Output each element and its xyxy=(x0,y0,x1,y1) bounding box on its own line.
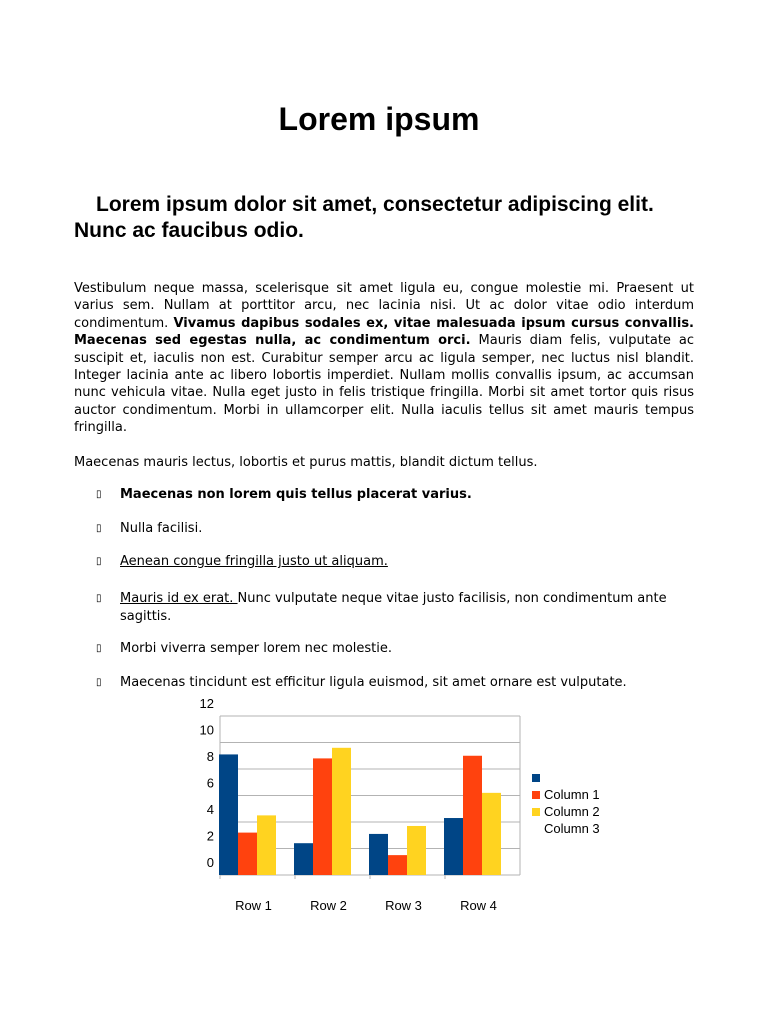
x-tick-label: Row 4 xyxy=(460,898,497,913)
y-tick-label: 0 xyxy=(206,855,214,870)
bullet-icon: ▯ xyxy=(96,489,102,500)
bullet-icon: ▯ xyxy=(96,523,102,534)
bar xyxy=(294,843,313,875)
bullet-icon: ▯ xyxy=(96,643,102,654)
bar xyxy=(219,754,238,875)
list-item-text: Morbi viverra semper lorem nec molestie. xyxy=(120,641,393,656)
legend-swatch xyxy=(532,808,540,816)
bar xyxy=(257,815,276,875)
y-tick-label: 6 xyxy=(206,775,214,791)
x-tick-label: Row 3 xyxy=(385,898,422,913)
list-item-text: Nulla facilisi. xyxy=(120,521,203,536)
legend-label: Column 1 xyxy=(544,787,600,802)
paragraph-1 xyxy=(74,280,694,437)
x-tick-label: Row 2 xyxy=(310,898,347,913)
bar xyxy=(313,758,332,875)
bar-chart-svg xyxy=(190,696,620,918)
bar xyxy=(407,826,426,875)
y-tick-label: 10 xyxy=(199,722,214,738)
paragraph-1-bold-text: Vivamus dapibus sodales ex, vitae malesuada ipsum cursus convallis. Maecenas sed egestas nulla, ac condimentum orci. xyxy=(74,315,694,349)
bar xyxy=(463,756,482,875)
bullet-icon: ▯ xyxy=(96,677,102,688)
legend-label: Column 2 xyxy=(544,804,600,819)
document-title: Lorem ipsum xyxy=(278,101,480,137)
list-item-text: Nunc vulputate neque vitae justo facilisis, non condimentum ante sagittis. xyxy=(120,591,667,624)
paragraph-1-text-a: Vestibulum neque massa, scelerisque sit amet ligula eu, congue molestie mi. Praesent ut varius sem. Nullam at porttitor arcu, nec lacinia nisi. Ut ac dolor vitae odio interdum condimentum. xyxy=(74,281,694,331)
list-item-text: Maecenas tincidunt est efficitur ligula euismod, sit amet ornare est vulputate. xyxy=(120,675,627,690)
y-tick-label: 4 xyxy=(206,802,214,817)
bullet-icon: ▯ xyxy=(96,556,102,567)
y-tick-label: 12 xyxy=(199,696,214,711)
bar xyxy=(369,834,388,875)
bar xyxy=(332,748,351,875)
bar-chart xyxy=(190,696,620,918)
list-item-link[interactable]: Aenean congue fringilla justo ut aliquam. xyxy=(120,554,388,569)
paragraph-2: Maecenas mauris lectus, lobortis et purus mattis, blandit dictum tellus. xyxy=(74,455,538,470)
y-tick-label: 2 xyxy=(206,828,214,844)
legend-label: Column 3 xyxy=(544,821,600,836)
list-item-link[interactable]: Mauris id ex erat. xyxy=(120,591,238,606)
bar xyxy=(482,793,501,875)
document-subtitle: Lorem ipsum dolor sit amet, consectetur adipiscing elit. Nunc ac faucibus odio. xyxy=(74,193,654,242)
legend-swatch xyxy=(532,774,540,782)
bar xyxy=(444,818,463,875)
bar xyxy=(388,855,407,875)
bullet-icon: ▯ xyxy=(96,593,102,604)
list-item-text: Maecenas non lorem quis tellus placerat varius. xyxy=(120,487,472,502)
paragraph-1-text-b: Mauris diam felis, vulputate ac suscipit et, iaculis non est. Curabitur semper arcu ac ligula semper, nec luctus nisl blandit. Integer lacinia ante ac libero lobortis imperdiet. Nullam mollis convallis ipsum, ac accumsan nunc vehicula vitae. Nulla eget justo in felis tristique fringilla. Morbi sit amet tortor quis risus auctor condimentum. Morbi in ullamcorper elit. Nulla iaculis tellus sit amet mauris tempus fringilla. xyxy=(74,333,694,436)
x-tick-label: Row 1 xyxy=(235,898,272,913)
bar xyxy=(238,833,257,875)
y-tick-label: 8 xyxy=(206,749,214,764)
legend-swatch xyxy=(532,791,540,799)
